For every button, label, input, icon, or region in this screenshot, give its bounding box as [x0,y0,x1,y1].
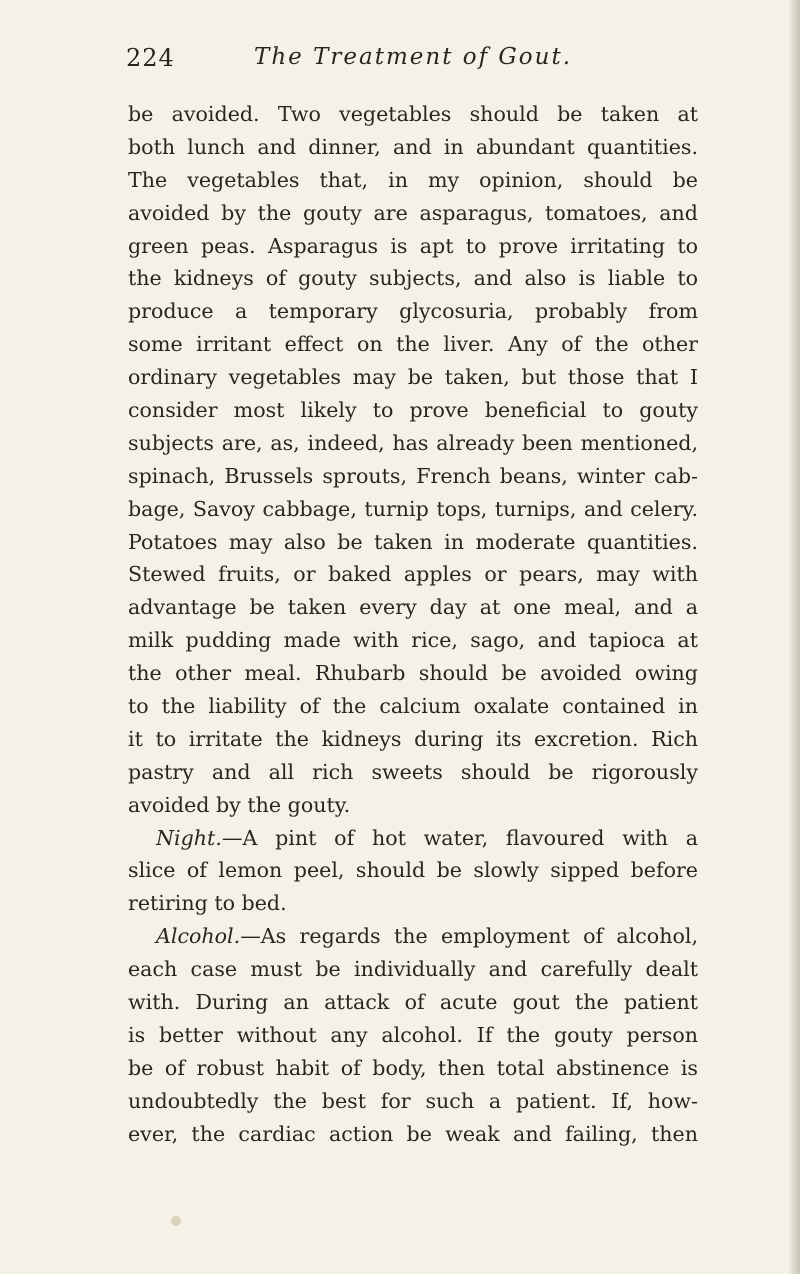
text-line: spinach, Brussels sprouts, French beans, winter cab- [128,463,698,488]
text-line: —A pint of hot water, flavoured with a [221,825,698,850]
body-text [128,98,698,1151]
text-line: retiring to bed. [128,891,287,916]
text-line: bage, Savoy cabbage, turnip tops, turnips, and celery. [128,496,698,521]
running-title: The Treatment of Gout. [254,44,573,70]
text-line: the other meal. Rhubarb should be avoided owing [128,661,698,686]
text-line: subjects are, as, indeed, has already been mentioned, [128,430,698,455]
text-line: each case must be individually and carefully dealt [128,957,698,982]
text-line: advantage be taken every day at one meal, and a [128,595,698,620]
text-line: Stewed fruits, or baked apples or pears, may with [128,562,698,587]
page-edge-shadow [788,0,800,1274]
alcohol-paragraph-first-line [128,920,698,953]
text-line: ever, the cardiac action be weak and failing, then [128,1121,698,1146]
text-line: consider most likely to prove beneficial to gouty [128,398,698,423]
alcohol-heading: Alcohol. [156,924,241,949]
text-line: undoubtedly the best for such a patient. If, how- [128,1088,698,1113]
text-line: Potatoes may also be taken in moderate quantities. [128,529,698,554]
text-line: slice of lemon peel, should be slowly sipped before [128,858,698,883]
text-line: to the liability of the calcium oxalate contained in [128,694,698,719]
night-paragraph-first-line [128,822,698,855]
text-line: pastry and all rich sweets should be rigorously [128,759,698,784]
text-line: is better without any alcohol. If the gouty person [128,1022,698,1047]
text-line: The vegetables that, in my opinion, should be [128,167,698,192]
text-line: —As regards the employment of alcohol, [240,924,698,949]
text-line: milk pudding made with rice, sago, and tapioca at [128,628,698,653]
text-line: be of robust habit of body, then total abstinence is [128,1055,698,1080]
page-header [0,44,800,84]
text-line: ordinary vegetables may be taken, but those that I [128,365,698,390]
text-line: avoided by the gouty. [128,792,351,817]
text-line: it to irritate the kidneys during its excretion. Rich [128,726,698,751]
text-line: some irritant effect on the liver. Any of the other [128,332,698,357]
page-number: 224 [126,44,175,72]
text-line: be avoided. Two vegetables should be taken at [128,102,698,126]
text-line: the kidneys of gouty subjects, and also is liable to [128,266,698,291]
text-line: produce a temporary glycosuria, probably from [128,299,698,324]
text-line: green peas. Asparagus is apt to prove irritating to [128,233,698,258]
paper-smudge [171,1216,181,1226]
text-line: both lunch and dinner, and in abundant quantities. [128,134,698,159]
text-line: with. During an attack of acute gout the patient [128,990,698,1015]
night-heading: Night. [156,825,222,850]
text-line: avoided by the gouty are asparagus, tomatoes, and [128,200,698,225]
